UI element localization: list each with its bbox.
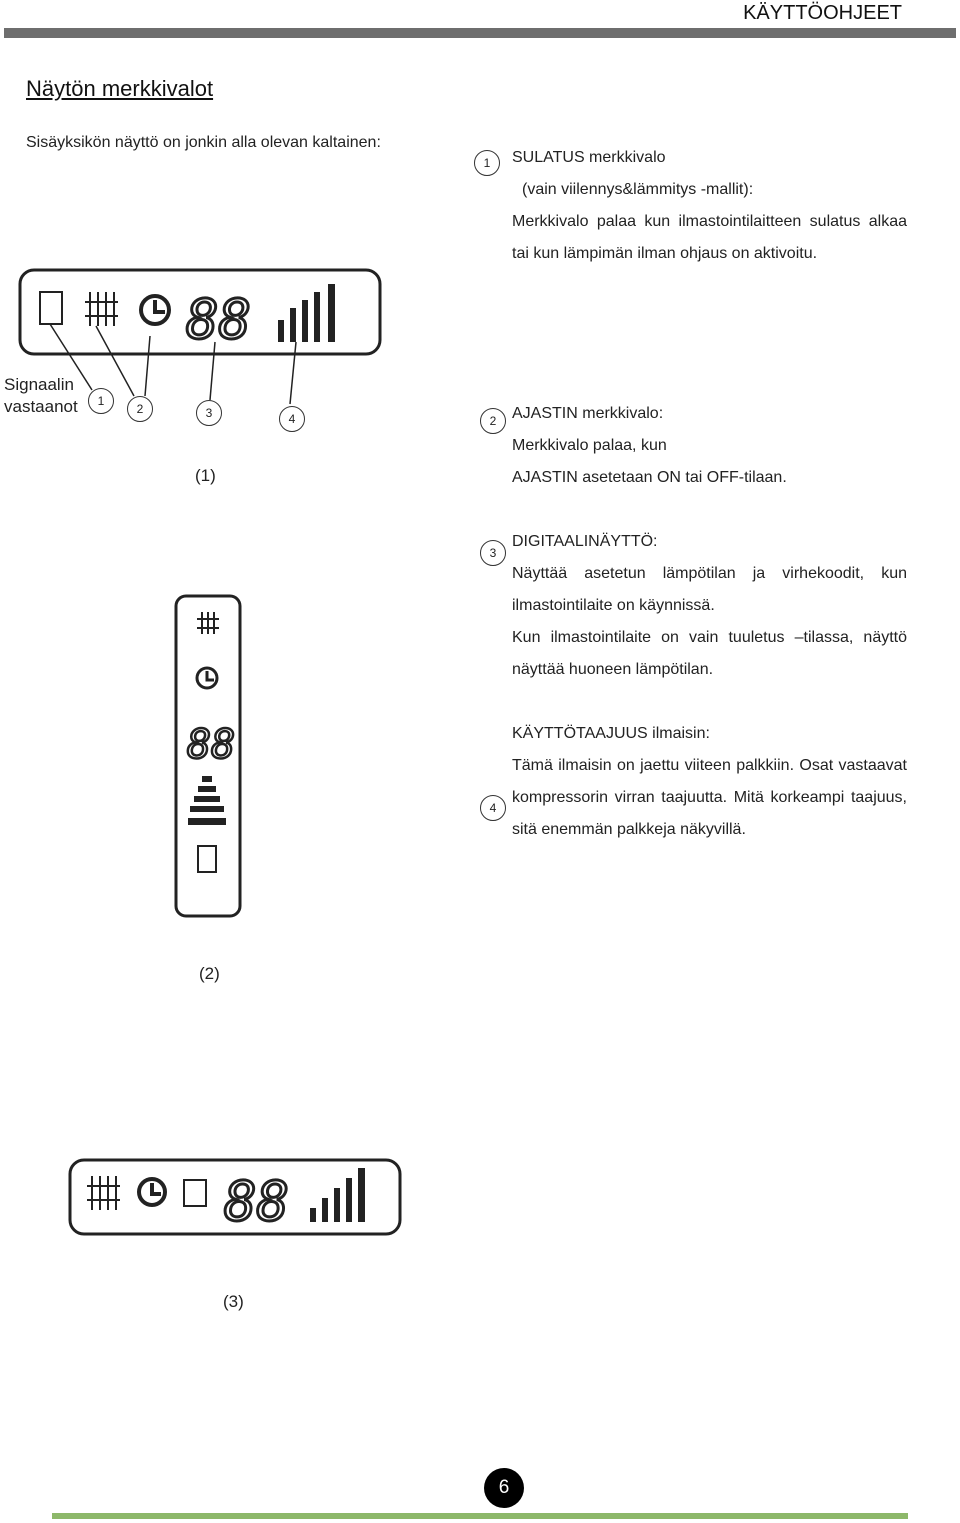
header-bar (4, 28, 956, 38)
item-1-title: SULATUS merkkivalo (512, 149, 666, 166)
item-4-number: 4 (480, 795, 506, 821)
item-2-number: 2 (480, 408, 506, 434)
digit-display: 88 (187, 722, 236, 768)
item-2-text (512, 398, 907, 494)
item-2-line1: Merkkivalo palaa, kun (512, 437, 667, 454)
footer-bar (52, 1513, 908, 1519)
digit-display: 88 (186, 288, 252, 351)
caption-3: (3) (223, 1292, 244, 1311)
item-3-body1: Näyttää asetetun lämpötilan ja virhekoodit, kun ilmastointilaite on käynnissä. (512, 565, 907, 614)
section-title: Näytön merkkivalot (26, 76, 214, 101)
page-number: 6 (484, 1468, 524, 1508)
item-2-line2: AJASTIN asetetaan ON tai OFF-tilaan. (512, 469, 787, 486)
display-panel-3 (66, 1156, 406, 1240)
callout-3: 3 (196, 400, 222, 426)
item-1-text (512, 142, 907, 270)
digit-display: 88 (224, 1170, 290, 1233)
item-4-body: Tämä ilmaisin on jaettu viiteen palkkiin. Osat vastaavat kompressorin virran taajuutta. Mitä korkeampi taajuus, sitä enemmän palkkeja näkyvillä. (512, 757, 907, 838)
item-3-text (512, 526, 907, 686)
header-title: KÄYTTÖOHJEET (743, 2, 902, 24)
item-3-body2: Kun ilmastointilaite on vain tuuletus –tilassa, näyttö näyttää huoneen lämpötilan. (512, 629, 907, 678)
item-1-number: 1 (474, 150, 500, 176)
item-1-body: Merkkivalo palaa kun ilmastointilaitteen sulatus alkaa tai kun lämpimän ilman ohjaus on aktivoitu. (512, 213, 907, 262)
intro-text: Sisäyksikön näyttö on jonkin alla olevan kaltainen: (26, 134, 381, 151)
callout-1: 1 (88, 388, 114, 414)
caption-2: (2) (199, 964, 220, 983)
item-1-subtitle: (vain viilennys&lämmitys -mallit): (522, 181, 754, 198)
signal-receiver-label: Signaalin vastaanot (4, 375, 78, 416)
callout-4: 4 (279, 406, 305, 432)
item-3-title: DIGITAALINÄYTTÖ: (512, 533, 658, 550)
caption-1: (1) (195, 466, 216, 485)
item-2-title: AJASTIN merkkivalo: (512, 405, 664, 422)
item-3-number: 3 (480, 540, 506, 566)
item-4-title: KÄYTTÖTAAJUUS ilmaisin: (512, 725, 710, 742)
callout-2: 2 (127, 396, 153, 422)
display-panel-2 (170, 590, 250, 922)
item-4-text (512, 718, 907, 846)
